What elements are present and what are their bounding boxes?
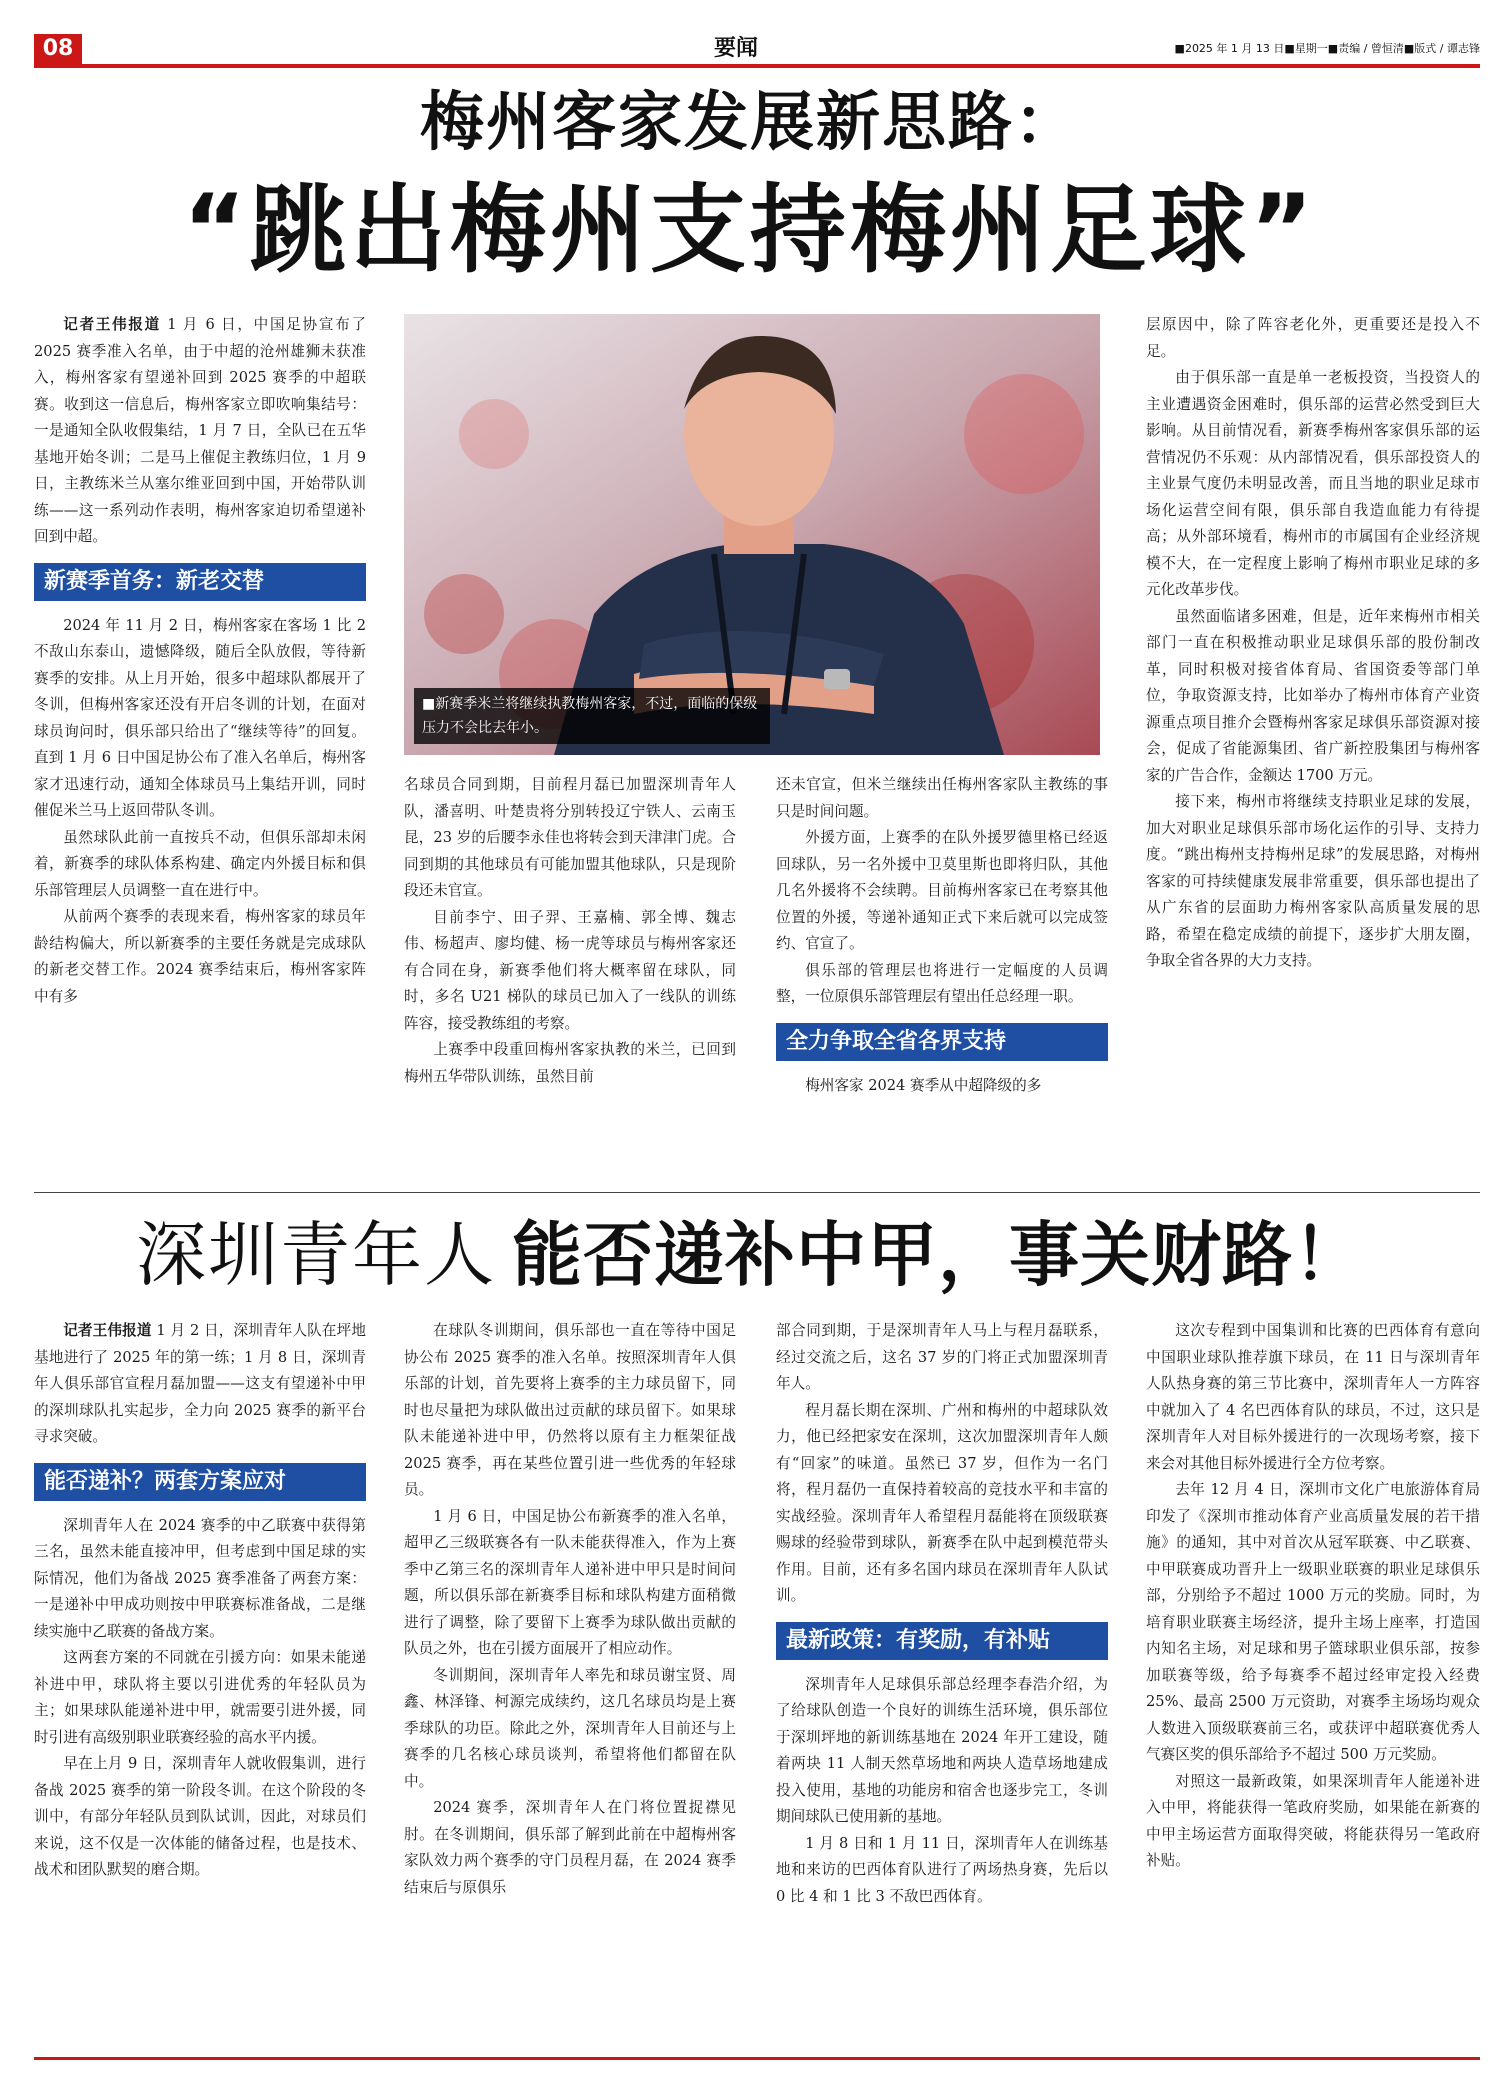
paragraph: 去年 12 月 4 日，深圳市文化广电旅游体育局印发了《深圳市推动体育产业高质量发展的若干措施》的通知，其中对首次从冠军联赛、中乙联赛、中甲联赛成功晋升上一级职业联赛的职业足球俱乐部，分别给予不超过 1000 万元的奖励。同时，为培育职业联赛主场经济，提升主场上座率，打造国内知名主场，对足球和男子篮球职业俱乐部，按参加联赛等级，给予每赛季不超过经审定投入经费 25%、最高 2500 万元资助，对赛季主场场均观众人数进入顶级联赛前三名，或获评中超联赛优秀人气赛区奖的俱乐部给予不超过 500 万元奖励。 — [1146, 1481, 1480, 1763]
paragraph: 部合同到期，于是深圳青年人马上与程月磊联系，经过交流之后，这名 37 岁的门将正式加盟深圳青年人。 — [776, 1322, 1108, 1392]
paragraph: 这两套方案的不同就在引援方向：如果未能递补进中甲，球队将主要以引进优秀的年轻队员为主；如果球队能递补进中甲，就需要引进外援，同时引进有高级别职业联赛经验的高水平内援。 — [34, 1649, 366, 1746]
article1-column-4 — [1146, 312, 1480, 975]
paragraph: 1 月 6 日，中国足协公布新赛季的准入名单，超甲乙三级联赛各有一队未能获得准入，作为上赛季中乙第三名的深圳青年人递补进中甲只是时间问题，所以俱乐部在新赛季目标和球队构建方面稍微进行了调整，除了要留下上赛季为球队做出贡献的队员之外，也在引援方面展开了相应动作。 — [404, 1507, 736, 1657]
article2-subhead-2: 最新政策：有奖励，有补贴 — [776, 1622, 1108, 1660]
article1-subhead-2: 全力争取全省各界支持 — [776, 1023, 1108, 1061]
article2-column-1 — [34, 1318, 366, 1884]
paragraph: 早在上月 9 日，深圳青年人就收假集训，进行备战 2025 赛季的第一阶段冬训。在这个阶段的冬训中，有部分年轻队员到队试训，因此，对球员们来说，这不仅是一次体能的储备过程，也是技术、战术和团队默契的磨合期。 — [34, 1755, 366, 1878]
article2-column-4 — [1146, 1318, 1480, 1875]
paragraph: 在球队冬训期间，俱乐部也一直在等待中国足协公布 2025 赛季的准入名单。按照深圳青年人俱乐部的计划，首先要将上赛季的主力球员留下，同时也尽量把为球队做出过贡献的球员留下。如果球队未能递补进中甲，仍然将以原有主力框架征战 2025 赛季，再在某些位置引进一些优秀的年轻球员。 — [404, 1322, 736, 1498]
paragraph: 接下来，梅州市将继续支持职业足球的发展，加大对职业足球俱乐部市场化运作的引导、支持力度。“跳出梅州支持梅州足球”的发展思路，对梅州客家的可持续健康发展非常重要，俱乐部也提出了从广东省的层面助力梅州客家队高质量发展的思路，希望在稳定成绩的前提下，逐步扩大朋友圈，争取全省各界的大力支持。 — [1146, 793, 1480, 969]
issue-meta: ■2025 年 1 月 13 日■星期一■责编 / 曾恒清■版式 / 谭志锋 — [1174, 42, 1480, 55]
paragraph: 1 月 8 日和 1 月 11 日，深圳青年人在训练基地和来访的巴西体育队进行了两场热身赛，先后以 0 比 4 和 1 比 3 不敌巴西体育。 — [776, 1834, 1108, 1905]
paragraph: 俱乐部的管理层也将进行一定幅度的人员调整，一位原俱乐部管理层有望出任总经理一职。 — [776, 961, 1108, 1005]
article2-title — [0, 1200, 1500, 1310]
article1-title-line2: “跳出梅州支持梅州足球” — [182, 174, 1318, 286]
article1-column-2 — [404, 772, 736, 1090]
article2-column-3 — [776, 1318, 1108, 1910]
paragraph: 程月磊长期在深圳、广州和梅州的中超球队效力，他已经把家安在深圳，这次加盟深圳青年人颇有“回家”的味道。虽然已 37 岁，但作为一名门将，程月磊仍一直保持着较高的竞技水平和丰富的实战经验。深圳青年人希望程月磊能将在顶级联赛赐球的经验带到球队，新赛季在队中起到模范带头作用。目前，还有多名国内球员在深圳青年人队试训。 — [776, 1401, 1108, 1604]
footer-rule — [34, 2057, 1480, 2060]
page-header — [34, 34, 1480, 64]
article1-column-3 — [776, 772, 1108, 1099]
paragraph: 还未官宣，但米兰继续出任梅州客家队主教练的事只是时间问题。 — [776, 776, 1108, 820]
paragraph: 1 月 2 日，深圳青年人队在坪地基地进行了 2025 年的第一练；1 月 8 日，深圳青年人俱乐部官宣程月磊加盟——这支有望递补中甲的深圳球队扎实起步，全力向 2025 赛季的新平台寻求突破。 — [34, 1322, 366, 1445]
paragraph: 层原因中，除了阵容老化外，更重要还是投入不足。 — [1146, 316, 1480, 360]
paragraph: 深圳青年人在 2024 赛季的中乙联赛中获得第三名，虽然未能直接冲甲，但考虑到中国足球的实际情况，他们为备战 2025 赛季准备了两套方案：一是递补中甲成功则按中甲联赛标准备战，二是继续实施中乙联赛的备战方案。 — [34, 1516, 366, 1640]
paragraph: 从前两个赛季的表现来看，梅州客家的球员年龄结构偏大，所以新赛季的主要任务就是完成球队的新老交替工作。2024 赛季结束后，梅州客家阵中有多 — [34, 908, 366, 1005]
paragraph: 冬训期间，深圳青年人率先和球员谢宝贤、周鑫、林泽锋、柯源完成续约，这几名球员均是上赛季球队的功臣。除此之外，深圳青年人目前还与上赛季的几名核心球员谈判，希望将他们都留在队中。 — [404, 1666, 736, 1790]
paragraph: 2024 年 11 月 2 日，梅州客家在客场 1 比 2 不敌山东泰山，遗憾降级，随后全队放假，等待新赛季的安排。从上月开始，很多中超球队都展开了冬训，但梅州客家还没有开启冬训的计划，在面对球员询问时，俱乐部只给出了“继续等待”的回复。直到 1 月 6 日中国足协公布了准入名单后，梅州客家才迅速行动，通知全体球员马上集结开训，同时催促米兰马上返回带队冬训。 — [34, 616, 366, 819]
article2-title-light: 深圳青年人 — [136, 1214, 496, 1296]
paragraph: 虽然面临诸多困难，但是，近年来梅州市相关部门一直在积极推动职业足球俱乐部的股份制改革，同时积极对接省体育局、省国资委等部门单位，争取资源支持，比如举办了梅州市体育产业资源重点项目推介会暨梅州客家足球俱乐部资源对接会，促成了省能源集团、省广新控股集团与梅州客家的广告合作，金额达 1700 万元。 — [1146, 607, 1480, 784]
article2-title-bold: 能否递补中甲，事关财路！ — [512, 1214, 1364, 1296]
section-name: 要闻 — [714, 36, 759, 61]
paragraph: 1 月 6 日，中国足协宣布了 2025 赛季准入名单，由于中超的沧州雄狮未获准入，梅州客家有望递补回到 2025 赛季的中超联赛。收到这一信息后，梅州客家立即吹响集结号：一是通知全队收假集结，1 月 7 日，全队已在五华基地开始冬训；二是马上催促主教练归位，1 月 9 日，主教练米兰从塞尔维亚回到中国，开始带队训练——这一系列动作表明，梅州客家迫切希望递补回到中超。 — [34, 316, 366, 545]
paragraph: 对照这一最新政策，如果深圳青年人能递补进入中甲，将能获得一笔政府奖励，如果能在新赛的中甲主场运营方面取得突破，将能获得另一笔政府补贴。 — [1146, 1772, 1480, 1869]
article2-byline: 记者王伟报道 — [63, 1322, 152, 1339]
paragraph: 2024 赛季，深圳青年人在门将位置捉襟见肘。在冬训期间，俱乐部了解到此前在中超梅州客家队效力两个赛季的守门员程月磊，在 2024 赛季结束后与原俱乐 — [404, 1799, 736, 1896]
paragraph: 这次专程到中国集训和比赛的巴西体育有意向中国职业球队推荐旗下球员，在 11 日与深圳青年人队热身赛的第三节比赛中，深圳青年人一方阵容中就加入了 4 名巴西体育队的球员，不过，这只是深圳青年人对目标外援进行的一次现场考察，接下来会对其他目标外援进行全方位考察。 — [1146, 1322, 1480, 1472]
paragraph: 上赛季中段重回梅州客家执教的米兰，已回到梅州五华带队训练，虽然目前 — [404, 1041, 736, 1085]
paragraph: 虽然球队此前一直按兵不动，但俱乐部却未闲着，新赛季的球队体系构建、确定内外援目标和俱乐部管理层人员调整一直在进行中。 — [34, 828, 366, 899]
article1-title-line1: 梅州客家发展新思路： — [420, 86, 1080, 160]
paragraph: 外援方面，上赛季的在队外援罗德里格已经返回球队，另一名外援中卫莫里斯也即将归队，其他几名外援将不会续聘。目前梅州客家已在考察其他位置的外援，等递补通知正式下来后就可以完成签约、官宣了。 — [776, 829, 1108, 952]
article1-column-1 — [34, 312, 366, 1010]
page-number: 08 — [34, 34, 82, 64]
article-divider — [34, 1192, 1480, 1193]
paragraph: 目前李宁、田子羿、王嘉楠、郭全博、魏志伟、杨超声、廖均健、杨一虎等球员与梅州客家还有合同在身，新赛季他们将大概率留在球队，同时，多名 U21 梯队的球员已加入了一线队的训练阵容，接受教练组的考察。 — [404, 908, 736, 1032]
article1-subhead-1: 新赛季首务：新老交替 — [34, 563, 366, 601]
article1-byline: 记者王伟报道 — [63, 316, 161, 333]
paragraph: 名球员合同到期，目前程月磊已加盟深圳青年人队，潘喜明、叶楚贵将分别转投辽宁铁人、云南玉昆，23 岁的后腰李永佳也将转会到天津津门虎。合同到期的其他球员有可能加盟其他球队，只是现阶段还未官宣。 — [404, 776, 736, 899]
article2-subhead-1: 能否递补？两套方案应对 — [34, 1463, 366, 1501]
photo-caption: ■新赛季米兰将继续执教梅州客家，不过，面临的保级压力不会比去年小。 — [414, 688, 770, 744]
paragraph: 深圳青年人足球俱乐部总经理李春浩介绍，为了给球队创造一个良好的训练生活环境，俱乐部位于深圳坪地的新训练基地在 2024 年开工建设，随着两块 11 人制天然草场地和两块人造草场地建成投入使用，基地的功能房和宿舍也逐步完工，冬训期间球队已使用新的基地。 — [776, 1675, 1108, 1825]
header-rule — [34, 64, 1480, 68]
paragraph: 梅州客家 2024 赛季从中超降级的多 — [805, 1076, 1042, 1094]
paragraph: 由于俱乐部一直是单一老板投资，当投资人的主业遭遇资金困难时，俱乐部的运营必然受到巨大影响。从目前情况看，新赛季梅州客家俱乐部的运营情况仍不乐观：从内部情况看，俱乐部投资人的主业景气度仍未明显改善，而且当地的职业足球市场化运营空间有限，俱乐部自我造血能力有待提高；从外部环境看，梅州市的市属国有企业经济规模不大，在一定程度上影响了梅州市职业足球的多元化改革步伐。 — [1146, 369, 1480, 598]
article2-column-2 — [404, 1318, 736, 1901]
